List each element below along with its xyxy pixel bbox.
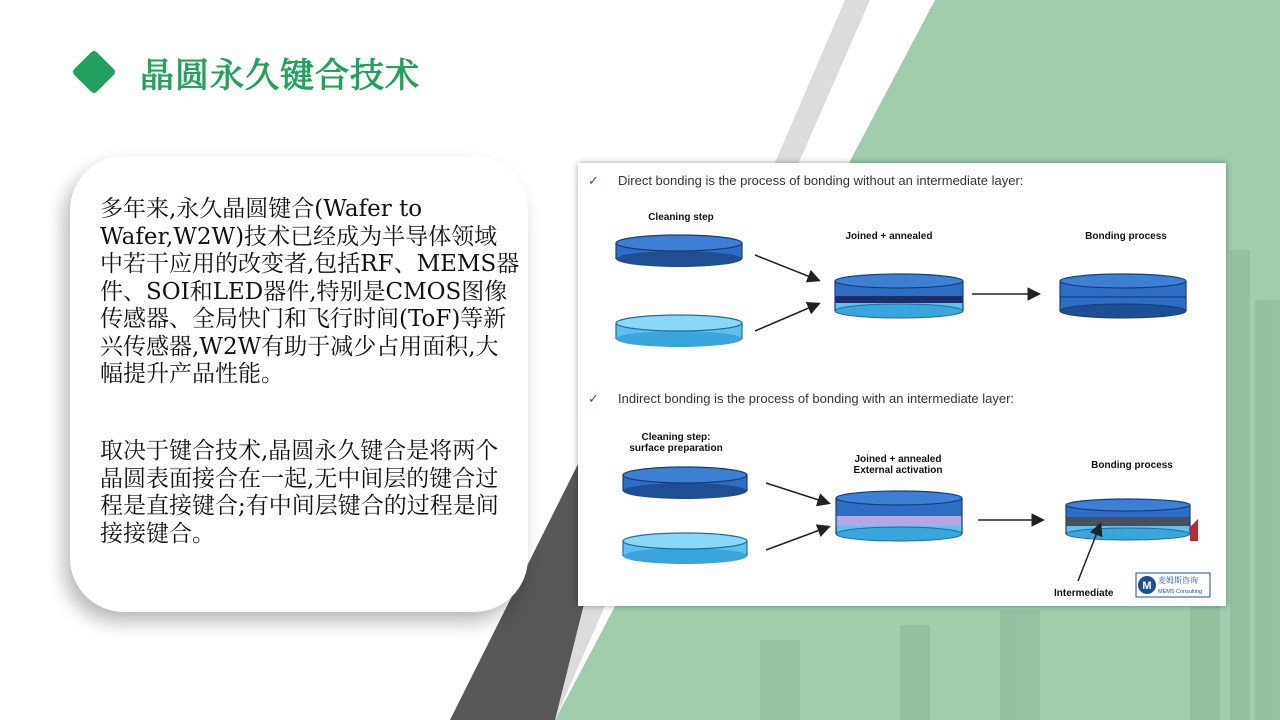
indirect-step-cleaning-1: Cleaning step: <box>641 432 711 443</box>
wafer-light <box>616 315 742 347</box>
indirect-caption: Indirect bonding is the process of bonding with an intermediate layer: <box>618 391 1015 406</box>
wafer-dark <box>623 467 747 499</box>
title-bar <box>72 44 420 100</box>
arrow-icon <box>755 255 818 280</box>
direct-step-bonding: Bonding process <box>1085 231 1167 242</box>
bonded-wafer-stack-with-layer <box>1066 499 1190 540</box>
arrow-icon <box>766 483 828 503</box>
check-icon: ✓ <box>588 173 599 188</box>
joined-wafer-stack-with-layer <box>836 491 962 541</box>
joined-wafer-stack <box>835 274 963 318</box>
direct-step-joined: Joined + annealed <box>845 231 933 242</box>
arrow-icon <box>766 527 828 550</box>
check-icon: ✓ <box>588 391 599 406</box>
bonded-wafer-stack <box>1060 274 1186 318</box>
logo-name-en: MEMS Consulting <box>1158 589 1203 595</box>
indirect-step-joined-1: Joined + annealed <box>854 454 942 465</box>
bonding-paragraph: 取决于键合技术,晶圆永久键合是将两个晶圆表面接合在一起,无中间层的键合过程是直接键合;有中间层键合的过程是间接接键合。 <box>100 438 499 547</box>
logo-name-cn: 麦姆斯咨询 <box>1158 576 1198 585</box>
text-card <box>70 156 528 612</box>
red-corner-mark <box>1190 519 1198 541</box>
logo-letter: M <box>1142 580 1152 592</box>
indirect-step-joined-2: External activation <box>853 465 943 476</box>
indirect-step-cleaning-2: surface preparation <box>629 443 723 454</box>
wafer-light <box>623 533 747 564</box>
intermediate-label: Intermediate <box>1054 588 1114 599</box>
page-title: 晶圆永久键合技术 <box>140 55 420 96</box>
direct-caption: Direct bonding is the process of bonding without an intermediate layer: <box>618 173 1024 188</box>
diamond-icon <box>71 49 116 94</box>
arrow-icon <box>755 304 818 331</box>
wafer-dark <box>616 235 742 267</box>
direct-step-cleaning: Cleaning step <box>648 212 714 223</box>
intro-paragraph: 多年来,永久晶圆键合(Wafer to Wafer,W2W)技术已经成为半导体领域中若干应用的改变者,包括RF、MEMS器件、SOI和LED器件,特别是CMOS图像传感器、全局快门和飞行时间(ToF)等新兴传感器,W2W有助于减少占用面积,大幅提升产品性能。 <box>100 196 520 387</box>
indirect-step-bonding: Bonding process <box>1091 460 1173 471</box>
bonding-diagram <box>578 163 1226 606</box>
mems-consulting-logo <box>1136 573 1210 597</box>
